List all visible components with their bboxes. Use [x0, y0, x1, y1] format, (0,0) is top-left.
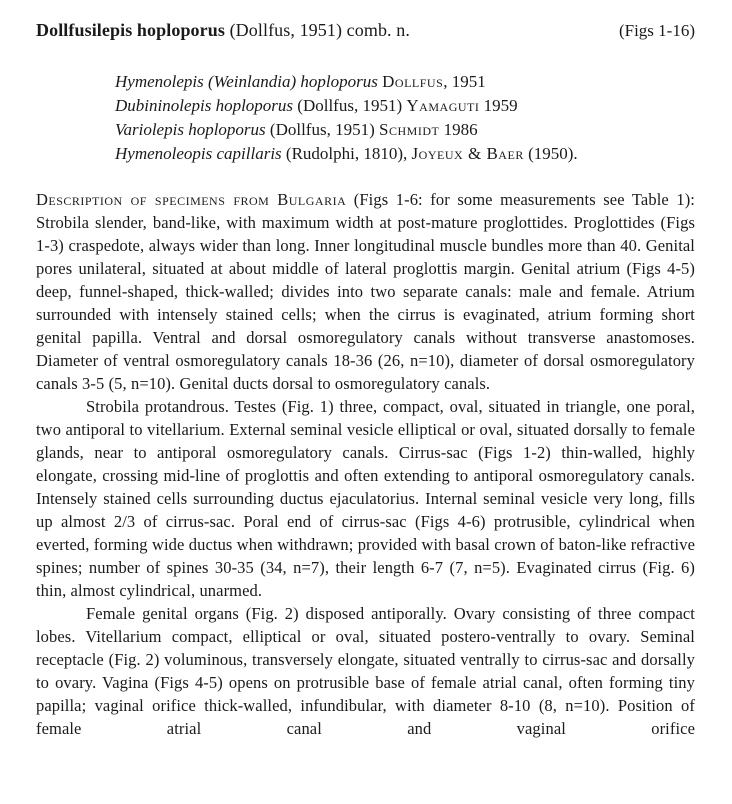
synonymy-line-3 [115, 118, 695, 142]
synonymy-list [115, 70, 695, 166]
text-segment-normal: (1950). [523, 144, 578, 163]
text-segment-italic: Hymenolepis (Weinlandia) hoploporus [115, 72, 383, 91]
text-segment-normal: (Rudolphi, 1810), [285, 144, 412, 163]
text-segment-normal: (Figs 1-6: for some measurements see Table 1): Strobila slender, band-like, with maximum width at post-mature proglottides. Proglottides (Figs 1-3) craspedote, always wider than long. Inner longitudinal muscle bundles more than 40. Genital pores unilateral, situated at about middle of lateral proglottis margin. Genital atrium (Figs 4-5) deep, funnel-shaped, thick-walled; divides into two separate canals: male and female. Atrium surrounded with intensely stained cells; when the cirrus is evaginated, atrium forming short genital papilla. Ventral and dorsal osmoregulatory canals without transverse anastomoses. Diameter of ventral osmoregulatory canals 18-36 (26, n=10), diameter of dorsal osmoregulatory canals 3-5 (5, n=10). Genital ducts dorsal to osmoregulatory canals. [36, 190, 695, 393]
synonymy-line-2 [115, 94, 695, 118]
text-segment-smallcaps: Dollfus [382, 72, 444, 91]
text-segment-normal: Strobila protandrous. Testes (Fig. 1) three, compact, oval, situated in triangle, one poral, two antiporal to vitellarium. External seminal vesicle elliptical or oval, situated dorsally to female glands, near to antiporal osmoregulatory canals. Cirrus-sac (Figs 1-2) thin-walled, highly elongate, crossing mid-line of proglottis and often extending to antiporal osmoregulatory canals. Intensely stained cells surrounding ductus ejaculatorius. Internal seminal vesicle very long, fills up almost 2/3 of cirrus-sac. Poral end of cirrus-sac (Figs 4-6) protrusible, cylindrical when everted, forming wide ductus when withdrawn; provided with basal crown of baton-like refractive spines; number of spines 30-35 (34, n=7), their length 6-7 (7, n=5). Evaginated cirrus (Fig. 6) thin, almost cylindrical, unarmed. [36, 397, 695, 600]
species-title [36, 18, 410, 42]
paragraph-male-genital-organs [36, 395, 695, 602]
text-segment-bold: Dollfusilepis hoploporus [36, 20, 225, 40]
paragraph-female-genital-organs [36, 602, 695, 740]
synonymy-line-1 [115, 70, 695, 94]
synonymy-line-4 [115, 142, 695, 166]
text-segment-normal: (Dollfus, 1951) [269, 120, 379, 139]
text-segment-smallcaps: Yamaguti [406, 96, 480, 115]
text-segment-normal: 1986 [439, 120, 478, 139]
text-segment-normal: (Dollfus, 1951) [297, 96, 407, 115]
description-section [36, 188, 695, 740]
figs-reference: (Figs 1-16) [618, 21, 695, 40]
text-segment-normal: (Dollfus, 1951) comb. n. [224, 20, 410, 40]
text-segment-italic: Dubininolepis hoploporus [115, 96, 298, 115]
text-segment-normal: Female genital organs (Fig. 2) disposed antiporally. Ovary consisting of three compact lobes. Vitellarium compact, elliptical or oval, situated postero-ventrally to ovary. Seminal receptacle (Fig. 2) voluminous, transversely elongate, situated ventrally to cirrus-sac and dorsally to ovary. Vagina (Figs 4-5) opens on protrusible base of female atrial canal, often forming tiny papilla; vaginal orifice thick-walled, infundibular, with diameter 8-10 (8, n=10). Position of female atrial canal and vaginal orifice [36, 604, 695, 738]
text-segment-smallcaps: Schmidt [378, 120, 440, 139]
text-segment-italic: Variolepis hoploporus [115, 120, 270, 139]
species-heading-row [36, 18, 695, 43]
text-segment-smallcaps: Description of specimens from Bulgaria [36, 190, 347, 209]
text-segment-smallcaps: Joyeux & Baer [411, 144, 524, 163]
text-segment-normal: 1959 [479, 96, 518, 115]
paragraph-description-bulgaria [36, 188, 695, 395]
text-segment-italic: Hymenoleopis capillaris [115, 144, 286, 163]
text-segment-normal: , 1951 [443, 72, 486, 91]
